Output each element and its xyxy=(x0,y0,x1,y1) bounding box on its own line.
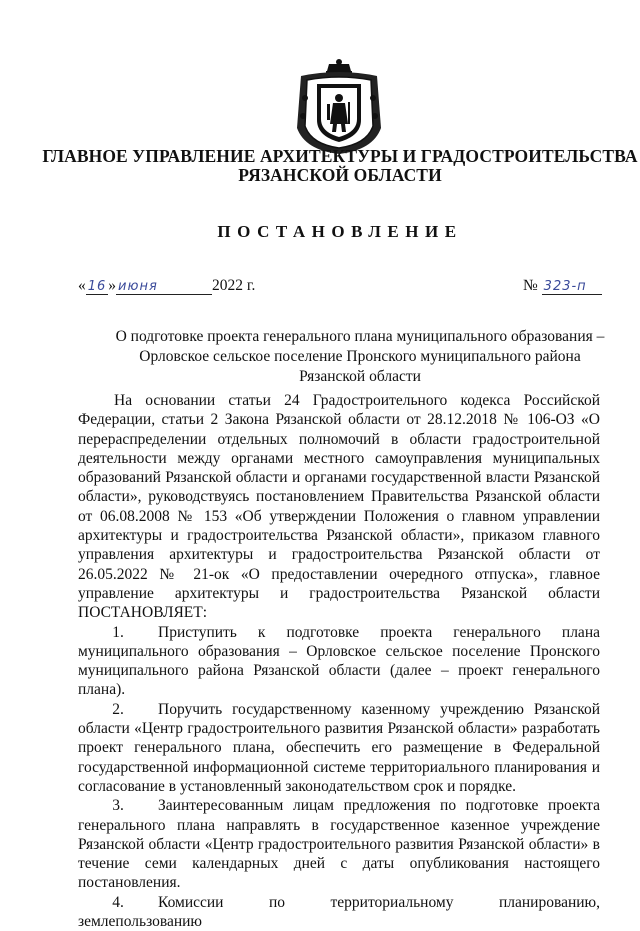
coat-of-arms-icon xyxy=(293,58,385,156)
clause-text: Заинтересованным лицам предложения по подготовке проекта генерального плана направлять в государственное казенное учреждение Рязанской области «Центр градостроительного развития Рязанской области» в течение семи календарных дней с даты опубликования настоящего постановления. xyxy=(78,797,600,892)
date-month: июня xyxy=(116,279,212,295)
clause-number: 1. xyxy=(112,623,124,641)
clause-number: 4. xyxy=(112,893,124,911)
document-body xyxy=(78,391,600,931)
subject-line: Рязанской области xyxy=(299,368,421,385)
date-year: 2022 г. xyxy=(212,277,256,294)
document-number xyxy=(523,277,602,295)
clause-3 xyxy=(78,796,600,892)
organization-name-line2: РЯЗАНСКОЙ ОБЛАСТИ xyxy=(238,165,442,185)
date-open-quote: « xyxy=(78,277,86,294)
clause-1 xyxy=(78,623,600,700)
clause-2 xyxy=(78,700,600,796)
clause-text: Поручить государственному казенному учреждению Рязанской области «Центр градостроительного развития Рязанской области» разработать проект генерального плана, обеспечить его размещение в Федеральной государственной информационной системе территориального планирования и согласование в установленный законодательством срок и порядке. xyxy=(78,700,600,795)
date-day: 16 xyxy=(87,279,107,294)
clause-number: 3. xyxy=(112,797,124,815)
clause-text: Комиссии по территориальному планированию, землепользованию xyxy=(78,893,600,931)
subject-line: Орловское сельское поселение Пронского муниципального района xyxy=(139,348,581,365)
clause-4 xyxy=(78,893,600,931)
date-close-quote: » xyxy=(108,277,117,294)
number-value: 323-п xyxy=(542,279,602,295)
document-subject xyxy=(80,327,640,387)
clause-text: Приступить к подготовке проекта генерального плана муниципального образования – Орловское сельское поселение Пронского муниципального района Рязанской области (далее – проект генерального плана). xyxy=(78,623,600,699)
clause-number: 2. xyxy=(112,700,124,718)
subject-line: О подготовке проекта генерального плана муниципального образования – xyxy=(115,328,605,345)
document-date xyxy=(78,277,255,295)
document-type-title: ПОСТАНОВЛЕНИЕ xyxy=(217,222,463,241)
organization-name-line1: ГЛАВНОЕ УПРАВЛЕНИЕ АРХИТЕКТУРЫ И ГРАДОСТРОИТЕЛЬСТВА xyxy=(42,146,638,166)
preamble-paragraph: На основании статьи 24 Градостроительного кодекса Российской Федерации, статьи 2 Закона Рязанской области от 28.12.2018 № 106-ОЗ «О перераспределении отдельных полномочий в области градостроительной деятельности между органами местного самоуправления муниципальных образований Рязанской области и органами государственной власти Рязанской области», руководствуясь постановлением Правительства Рязанской области от 06.08.2008 № 153 «Об утверждении Положения о главном управлении архитектуры и градостроительства Рязанской области», приказом главного управления архитектуры и градостроительства Рязанской области от 26.05.2022 № 21-ок «О предоставлении очередного отпуска», главное управление архитектуры и градостроительства Рязанской области ПОСТАНОВЛЯЕТ: xyxy=(78,392,600,622)
number-sign: № xyxy=(523,277,538,294)
